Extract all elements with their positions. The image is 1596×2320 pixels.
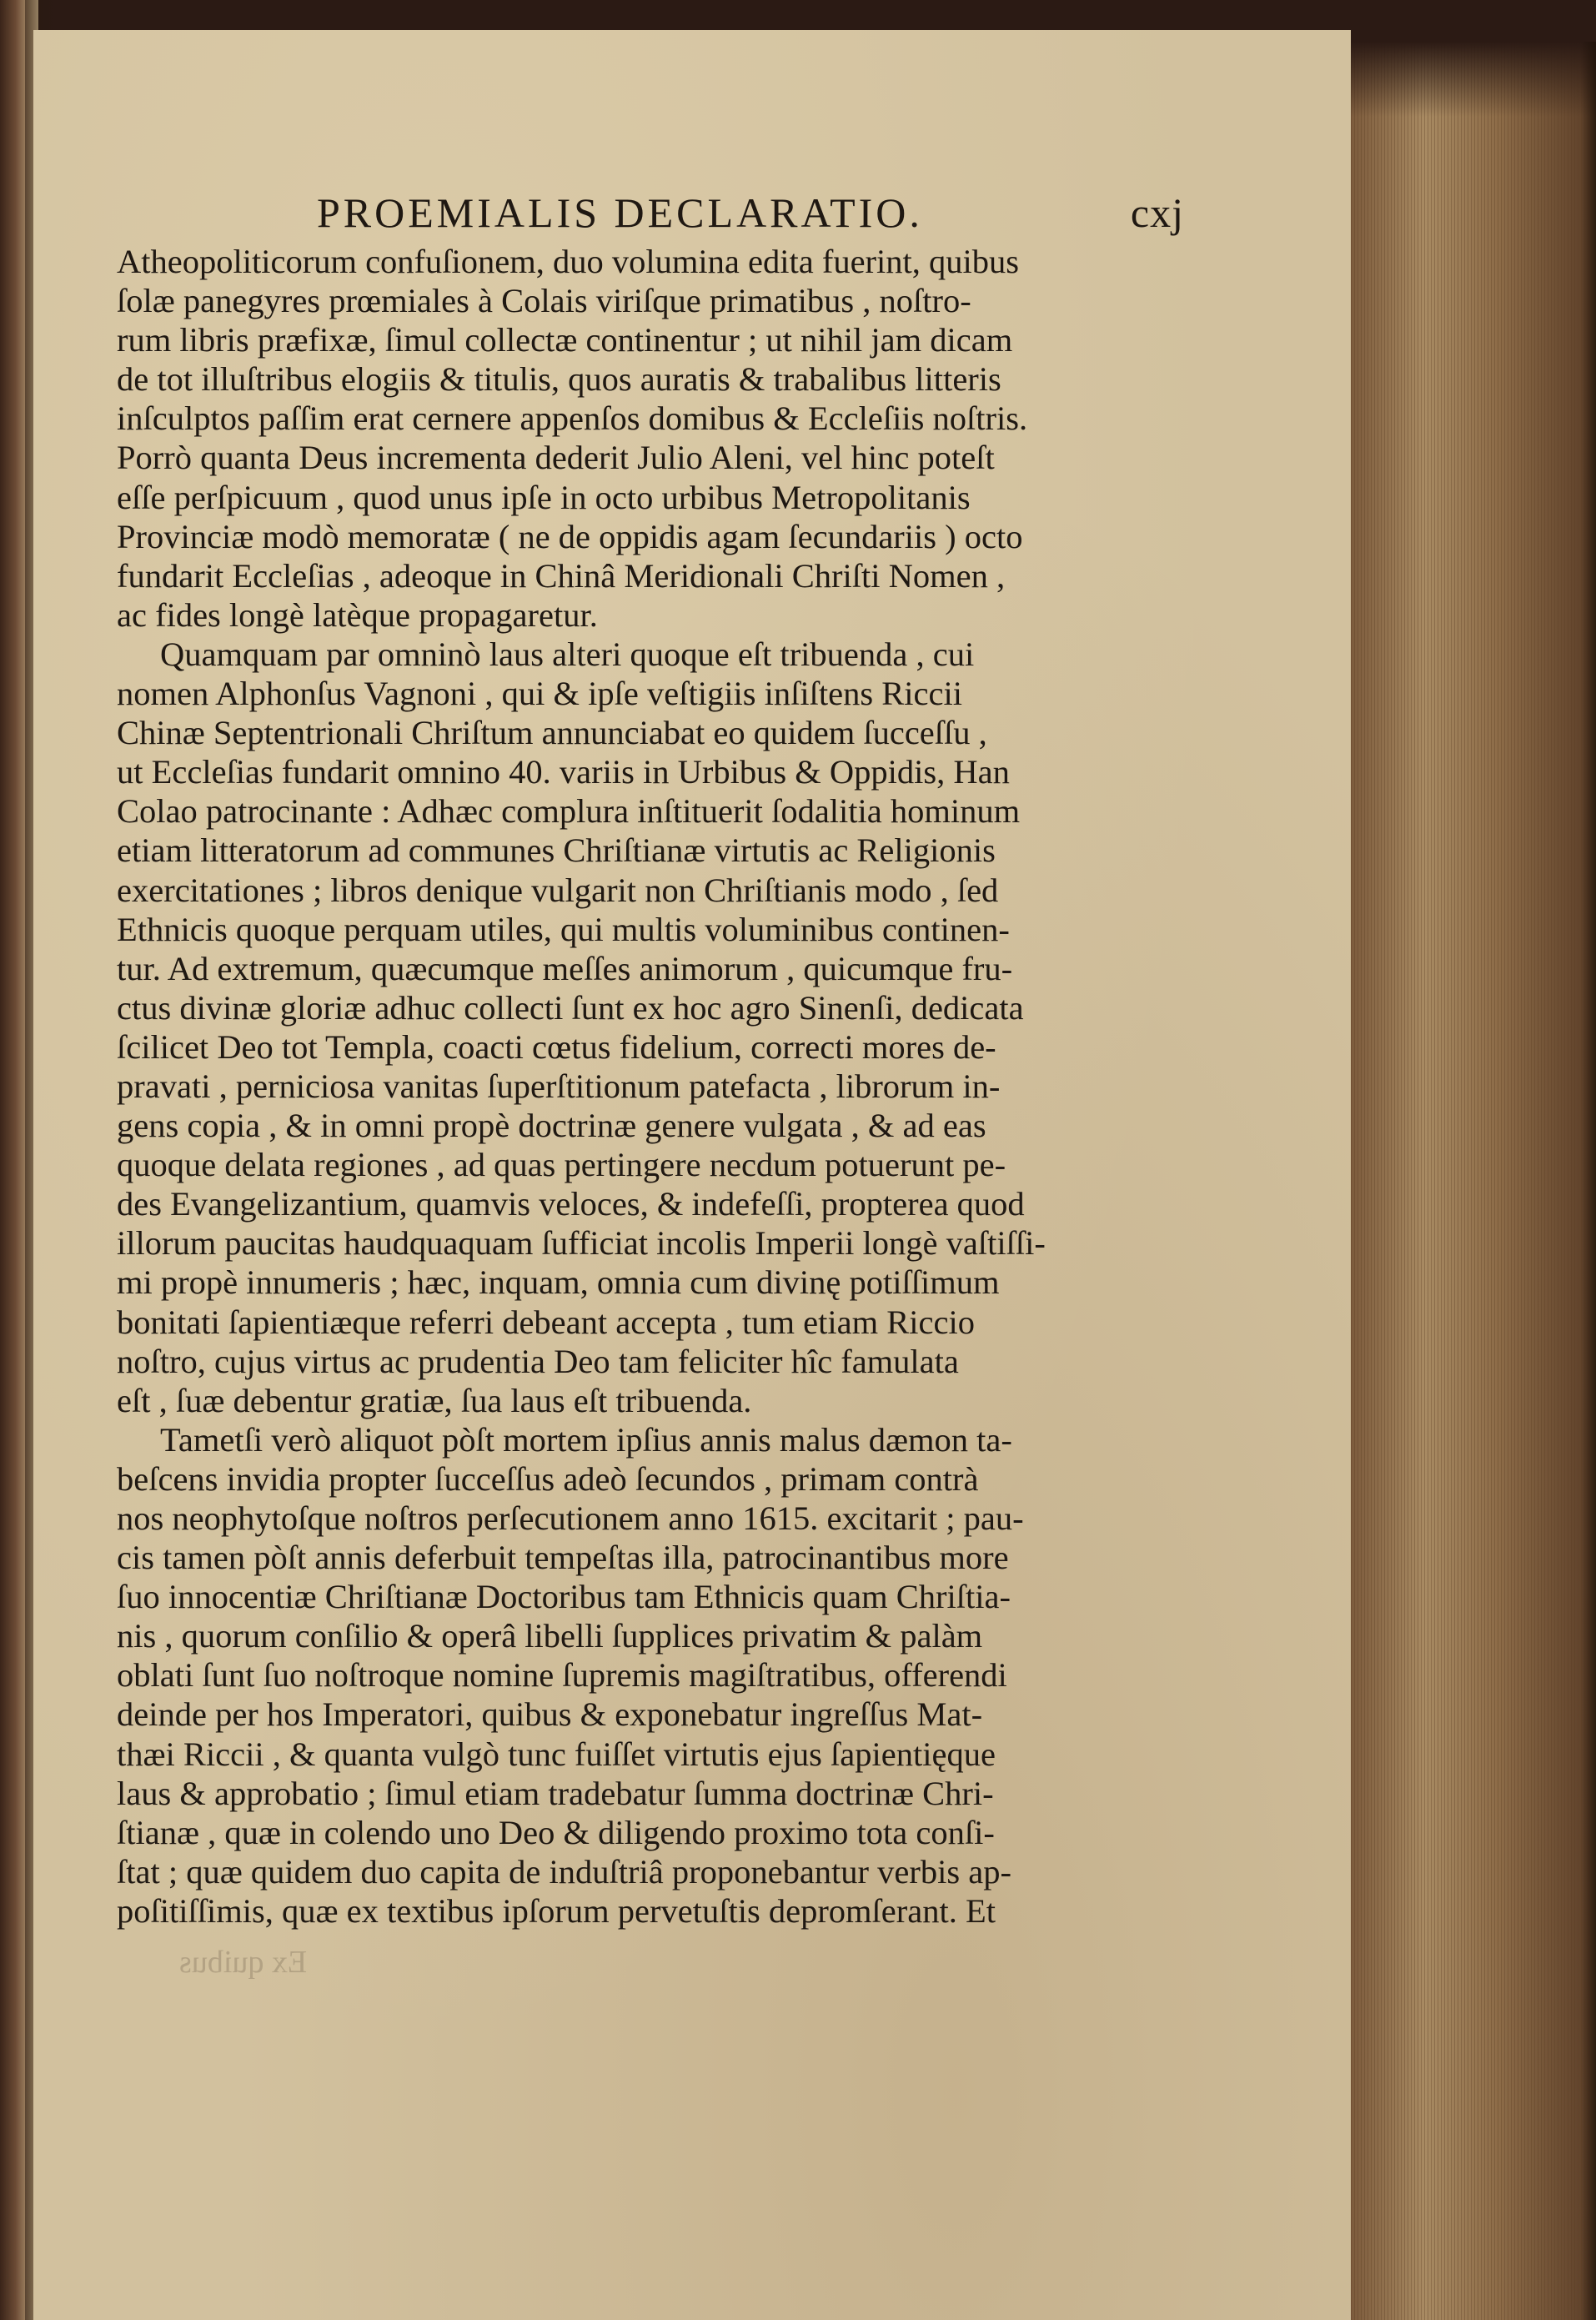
text-line: oblati ſunt ſuo noſtroque nomine ſupremis magiſtratibus, offerendi: [117, 1656, 1007, 1695]
text-line: Porrò quanta Deus incrementa dederit Julio Aleni, vel hinc poteſt: [117, 439, 995, 477]
text-line: etiam litteratorum ad communes Chriſtianæ virtutis ac Religionis: [117, 831, 996, 870]
text-line: nis , quorum conſilio & operâ libelli ſupplices privatim & palàm: [117, 1617, 983, 1655]
text-line: rum libris præfixæ, ſimul collectæ continentur ; ut nihil jam dicam: [117, 321, 1013, 359]
book-page: [33, 30, 1351, 2320]
text-line: inſculptos paſſim erat cernere appenſos domibus & Eccleſiis noſtris.: [117, 399, 1028, 438]
text-line: bonitati ſapientiæque referri debeant accepta , tum etiam Riccio: [117, 1303, 975, 1341]
text-line: eſt , ſuæ debentur gratiæ, ſua laus eſt tribuenda.: [117, 1381, 752, 1419]
text-line: mi propè innumeris ; hæc, inquam, omnia cum divinę potiſſimum: [117, 1263, 1000, 1302]
running-head: [117, 188, 1184, 242]
text-line: ſtat ; quæ quidem duo capita de induſtriâ proponebantur verbis ap-: [117, 1852, 1011, 1891]
text-block: [117, 188, 1184, 1931]
text-line: Atheopoliticorum confuſionem, duo volumina edita fuerint, quibus: [117, 243, 1020, 280]
text-line: pravati , perniciosa vanitas ſuperſtitionum patefacta , librorum in-: [117, 1067, 1001, 1105]
text-line: ac fides longè latèque propagaretur.: [117, 595, 598, 634]
text-line: exercitationes ; libros denique vulgarit non Chriſtianis modo , ſed: [117, 871, 999, 909]
text-line: tur. Ad extremum, quæcumque meſſes animorum , quicumque fru-: [117, 949, 1013, 987]
text-line: gens copia , & in omni propè doctrinæ genere vulgata , & ad eas: [117, 1107, 986, 1145]
text-line: Quamquam par omninò laus alteri quoque eſt tribuenda , cui: [160, 635, 975, 673]
folio-number: cxj: [1130, 189, 1184, 236]
text-line: des Evangelizantium, quamvis veloces, & indefeſſi, propterea quod: [117, 1185, 1025, 1223]
text-line: laus & approbatio ; ſimul etiam tradebatur ſumma doctrinæ Chri-: [117, 1774, 994, 1812]
text-line: ſolæ panegyres prœmiales à Colais viriſque primatibus , noſtro-: [117, 282, 971, 320]
text-line: thæi Riccii , & quanta vulgò tunc fuiſſet virtutis ejus ſapientięque: [117, 1735, 996, 1773]
show-through-text: Ex quibus: [179, 1945, 308, 1980]
text-line: de tot illuſtribus elogiis & titulis, quos auratis & trabalibus litteris: [117, 360, 1001, 399]
page-edges: [1351, 42, 1596, 2320]
text-line: ſuo innocentiæ Chriſtianæ Doctoribus tam Ethnicis quam Chriſtia-: [117, 1578, 1011, 1616]
text-line: illorum paucitas haudquaquam ſufficiat incolis Imperii longè vaſtiſſi-: [117, 1224, 1046, 1263]
text-line: Ethnicis quoque perquam utiles, qui multis voluminibus continen-: [117, 910, 1010, 948]
running-head-title: PROEMIALIS DECLARATIO.: [317, 189, 923, 236]
text-line: deinde per hos Imperatori, quibus & exponebatur ingreſſus Mat-: [117, 1695, 983, 1734]
text-line: Provinciæ modò memoratæ ( ne de oppidis agam ſecundariis ) octo: [117, 517, 1023, 555]
text-line: ctus divinæ gloriæ adhuc collecti ſunt ex hoc agro Sinenſi, dedicata: [117, 988, 1024, 1027]
text-line: Tametſi verò aliquot pòſt mortem ipſius annis malus dæmon ta-: [160, 1420, 1012, 1459]
text-line: eſſe perſpicuum , quod unus ipſe in octo urbibus Metropolitanis: [117, 478, 971, 516]
text-line: poſitiſſimis, quæ ex textibus ipſorum pervetuſtis depromſerant. Et: [117, 1891, 996, 1930]
text-line: quoque delata regiones , ad quas pertingere necdum potuerunt pe-: [117, 1146, 1006, 1184]
text-line: Chinæ Septentrionali Chriſtum annunciabat eo quidem ſucceſſu ,: [117, 714, 987, 752]
text-line: cis tamen pòſt annis deferbuit tempeſtas illa, patrocinantibus more: [117, 1539, 1009, 1577]
text-line: nomen Alphonſus Vagnoni , qui & ipſe veſtigiis inſiſtens Riccii: [117, 675, 962, 713]
text-line: beſcens invidia propter ſucceſſus adeò ſecundos , primam contrà: [117, 1459, 979, 1498]
text-line: ut Eccleſias fundarit omnino 40. variis in Urbibus & Oppidis, Han: [117, 753, 1010, 791]
body-text: [117, 242, 1167, 1931]
text-line: nos neophytoſque noſtros perſecutionem anno 1615. excitarit ; pau-: [117, 1499, 1024, 1537]
text-line: fundarit Eccleſias , adeoque in Chinâ Meridionali Chriſti Nomen ,: [117, 556, 1006, 595]
text-line: ſcilicet Deo tot Templa, coacti cœtus fidelium, correcti mores de-: [117, 1027, 996, 1066]
text-line: Colao patrocinante : Adhæc complura inſtituerit ſodalitia hominum: [117, 792, 1021, 831]
text-line: ſtianæ , quæ in colendo uno Deo & diligendo proximo tota conſi-: [117, 1813, 995, 1851]
text-line: noſtro, cujus virtus ac prudentia Deo tam feliciter hîc famulata: [117, 1342, 959, 1380]
